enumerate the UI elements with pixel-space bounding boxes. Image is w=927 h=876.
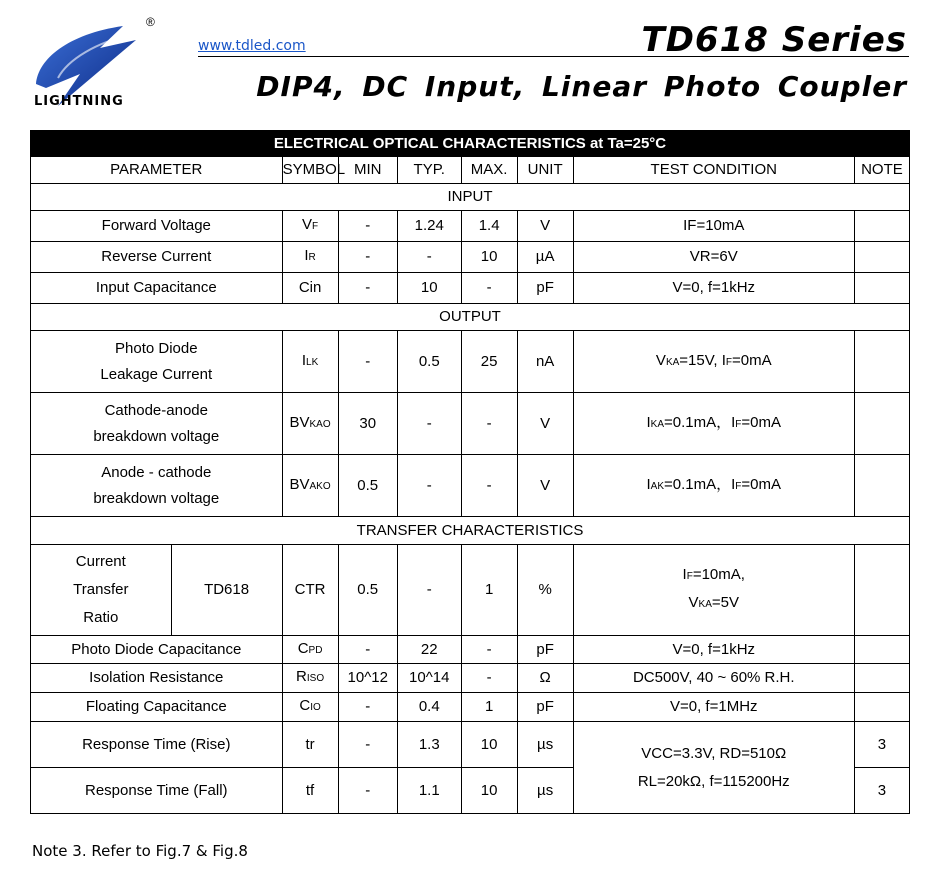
max-cell: - <box>461 455 517 517</box>
note-cell <box>854 211 909 242</box>
section-input: INPUT <box>31 184 910 211</box>
table-row <box>31 393 910 455</box>
note-cell: 3 <box>854 722 909 768</box>
min-cell: - <box>338 331 397 393</box>
max-cell: 10 <box>461 722 517 768</box>
max-cell: 1 <box>461 545 517 636</box>
col-max: MAX. <box>461 157 517 184</box>
note-cell <box>854 545 909 636</box>
typ-cell: 1.3 <box>397 722 461 768</box>
param-cell: Anode - cathode breakdown voltage <box>31 455 283 517</box>
note-cell <box>854 242 909 273</box>
characteristics-table <box>30 130 910 814</box>
condition-cell: VR=6V <box>573 242 854 273</box>
unit-cell: µs <box>517 722 573 768</box>
table-row <box>31 273 910 304</box>
table-row <box>31 242 910 273</box>
min-cell: - <box>338 636 397 664</box>
max-cell: - <box>461 636 517 664</box>
logo-text: LIGHTNING <box>34 94 124 109</box>
symbol-cell: CTR <box>282 545 338 636</box>
typ-cell: - <box>397 545 461 636</box>
section-output: OUTPUT <box>31 304 910 331</box>
lightning-logo <box>28 14 198 110</box>
min-cell: 0.5 <box>338 545 397 636</box>
condition-cell: IAK=0.1mA，IF=0mA <box>573 455 854 517</box>
typ-cell: 0.4 <box>397 693 461 722</box>
table-row <box>31 211 910 242</box>
param-cell: Current Transfer Ratio <box>31 545 172 636</box>
param-cell: Response Time (Fall) <box>31 768 283 814</box>
max-cell: 1.4 <box>461 211 517 242</box>
symbol-cell: CPD <box>282 636 338 664</box>
section-input-row <box>31 184 910 211</box>
min-cell: - <box>338 768 397 814</box>
symbol-cell: IR <box>282 242 338 273</box>
min-cell: - <box>338 211 397 242</box>
unit-cell: Ω <box>517 664 573 693</box>
symbol-cell: ILK <box>282 331 338 393</box>
min-cell: - <box>338 722 397 768</box>
table-row <box>31 545 910 636</box>
param-cell: Photo Diode Leakage Current <box>31 331 283 393</box>
col-unit: UNIT <box>517 157 573 184</box>
unit-cell: nA <box>517 331 573 393</box>
note-cell <box>854 393 909 455</box>
col-parameter: PARAMETER <box>31 157 283 184</box>
section-transfer: TRANSFER CHARACTERISTICS <box>31 517 910 545</box>
registered-mark: ® <box>146 15 155 29</box>
param-cell: Forward Voltage <box>31 211 283 242</box>
unit-cell: V <box>517 393 573 455</box>
table-row <box>31 693 910 722</box>
note-cell <box>854 693 909 722</box>
column-header-row <box>31 157 910 184</box>
symbol-cell: BVKAO <box>282 393 338 455</box>
symbol-cell: VF <box>282 211 338 242</box>
condition-cell: IF=10mA, VKA=5V <box>573 545 854 636</box>
response-condition-cell: VCC=3.3V, RD=510Ω RL=20kΩ, f=115200Hz <box>573 722 854 814</box>
min-cell: - <box>338 242 397 273</box>
max-cell: 10 <box>461 768 517 814</box>
unit-cell: pF <box>517 636 573 664</box>
section-transfer-row <box>31 517 910 545</box>
typ-cell: 10^14 <box>397 664 461 693</box>
param-cell: Photo Diode Capacitance <box>31 636 283 664</box>
typ-cell: 1.24 <box>397 211 461 242</box>
series-title: TD618 Series <box>641 20 907 60</box>
typ-cell: - <box>397 393 461 455</box>
footnote: Note 3. Refer to Fig.7 & Fig.8 <box>32 842 248 860</box>
param-cell: Floating Capacitance <box>31 693 283 722</box>
max-cell: - <box>461 664 517 693</box>
unit-cell: µs <box>517 768 573 814</box>
col-symbol: SYMBOL <box>282 157 338 184</box>
page-subtitle: DIP4, DC Input, Linear Photo Coupler <box>256 70 907 103</box>
unit-cell: V <box>517 455 573 517</box>
col-min: MIN <box>338 157 397 184</box>
note-cell <box>854 331 909 393</box>
model-cell: TD618 <box>171 545 282 636</box>
typ-cell: 22 <box>397 636 461 664</box>
max-cell: 1 <box>461 693 517 722</box>
min-cell: 30 <box>338 393 397 455</box>
note-cell <box>854 664 909 693</box>
max-cell: - <box>461 273 517 304</box>
param-cell: Isolation Resistance <box>31 664 283 693</box>
table-row <box>31 455 910 517</box>
min-cell: 0.5 <box>338 455 397 517</box>
min-cell: 10^12 <box>338 664 397 693</box>
max-cell: 25 <box>461 331 517 393</box>
col-test-condition: TEST CONDITION <box>573 157 854 184</box>
unit-cell: V <box>517 211 573 242</box>
max-cell: - <box>461 393 517 455</box>
typ-cell: 0.5 <box>397 331 461 393</box>
note-cell <box>854 273 909 304</box>
condition-cell: V=0, f=1kHz <box>573 636 854 664</box>
table-title-row <box>31 131 910 157</box>
table-title: ELECTRICAL OPTICAL CHARACTERISTICS at Ta=25°C <box>31 131 910 157</box>
note-cell <box>854 455 909 517</box>
table-row <box>31 636 910 664</box>
symbol-cell: RISO <box>282 664 338 693</box>
unit-cell: % <box>517 545 573 636</box>
website-link[interactable]: www.tdled.com <box>198 38 306 54</box>
unit-cell: pF <box>517 273 573 304</box>
param-cell: Input Capacitance <box>31 273 283 304</box>
symbol-cell: BVAKO <box>282 455 338 517</box>
condition-cell: VKA=15V, IF=0mA <box>573 331 854 393</box>
min-cell: - <box>338 273 397 304</box>
typ-cell: 1.1 <box>397 768 461 814</box>
unit-cell: pF <box>517 693 573 722</box>
typ-cell: - <box>397 455 461 517</box>
condition-cell: V=0, f=1kHz <box>573 273 854 304</box>
param-cell: Response Time (Rise) <box>31 722 283 768</box>
table-row <box>31 664 910 693</box>
min-cell: - <box>338 693 397 722</box>
symbol-cell: CIO <box>282 693 338 722</box>
symbol-cell: tf <box>282 768 338 814</box>
col-note: NOTE <box>854 157 909 184</box>
note-cell: 3 <box>854 768 909 814</box>
param-cell: Reverse Current <box>31 242 283 273</box>
table-row <box>31 331 910 393</box>
typ-cell: 10 <box>397 273 461 304</box>
unit-cell: µA <box>517 242 573 273</box>
note-cell <box>854 636 909 664</box>
table-row <box>31 722 910 768</box>
condition-cell: DC500V, 40 ~ 60% R.H. <box>573 664 854 693</box>
param-cell: Cathode-anode breakdown voltage <box>31 393 283 455</box>
col-typ: TYP. <box>397 157 461 184</box>
condition-cell: IKA=0.1mA，IF=0mA <box>573 393 854 455</box>
symbol-cell: Cin <box>282 273 338 304</box>
condition-cell: V=0, f=1MHz <box>573 693 854 722</box>
condition-cell: IF=10mA <box>573 211 854 242</box>
section-output-row <box>31 304 910 331</box>
typ-cell: - <box>397 242 461 273</box>
max-cell: 10 <box>461 242 517 273</box>
symbol-cell: tr <box>282 722 338 768</box>
